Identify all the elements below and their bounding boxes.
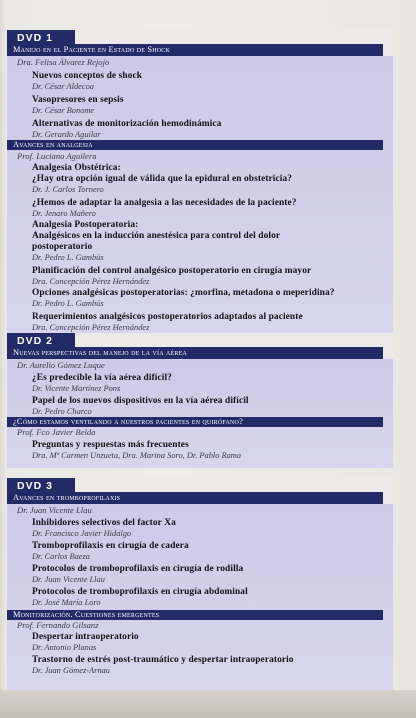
talk-item xyxy=(32,396,382,417)
talk-speaker: Dr. Carlos Baeza xyxy=(32,552,90,561)
section-title: Nuevas perspectivas del manejo de la vía aérea xyxy=(7,347,383,359)
talk-item xyxy=(32,95,382,116)
talk-title: Requerimientos analgésicos postoperatorios adaptados al paciente xyxy=(32,312,303,322)
talk-item xyxy=(32,220,382,263)
section-title: Manejo en el Paciente en Estado de Shock xyxy=(7,44,383,56)
dvd-1-label: DVD 1 xyxy=(7,30,75,46)
talk-item xyxy=(32,655,382,676)
talk-speaker: Dra. Concepción Pérez Hernández xyxy=(32,323,150,332)
talk-title: Preguntas y respuestas más frecuentes xyxy=(32,440,189,450)
talk-item xyxy=(32,163,382,195)
dvd-2-label: DVD 2 xyxy=(7,333,75,349)
talk-item xyxy=(32,541,382,562)
talk-speaker: Dra. Concepción Pérez Hernández xyxy=(32,277,150,286)
talk-title: Opciones analgésicas postoperatorias: ¿morfina, metadona o meperidina? xyxy=(32,288,335,298)
talk-item xyxy=(32,198,382,219)
section-coordinator: Dra. Felisa Álvarez Rejojo xyxy=(17,57,110,67)
talk-title: Planificación del control analgésico postoperatorio en cirugía mayor xyxy=(32,266,312,276)
talk-item xyxy=(32,119,382,140)
talk-title: Vasopresores en sepsis xyxy=(32,95,124,105)
talk-title: Trastorno de estrés post-traumático y despertar intraoperatorio xyxy=(32,655,294,665)
talk-title: Alternativas de monitorización hemodinámica xyxy=(32,119,222,129)
talk-speaker: Dr. Juan Gómez-Arnau xyxy=(32,666,110,675)
dvd-2-block xyxy=(7,333,393,468)
section-coordinator: Prof. Fernando Gilsanz xyxy=(17,620,99,630)
talk-title: Despertar intraoperatorio xyxy=(32,632,139,642)
talk-item xyxy=(32,564,382,585)
talk-speaker: Dr. Vicente Martínez Pons xyxy=(32,384,121,393)
talk-speaker: Dr. Francisco Javier Hidalgo xyxy=(32,529,132,538)
talk-speaker: Dr. J. Carlos Tornero xyxy=(32,185,104,194)
section-panel xyxy=(7,56,393,356)
talk-speaker: Dr. Gerardo Aguilar xyxy=(32,130,101,139)
talk-title: Analgesia Obstétrica: xyxy=(32,163,121,173)
talk-speaker: Dra. Mª Carmen Unzueta, Dra. Marina Soro, Dr. Pablo Rama xyxy=(32,451,242,460)
talk-item xyxy=(32,373,382,394)
talk-item xyxy=(32,71,382,92)
section-title: Avances en tromboprofilaxis xyxy=(7,492,383,504)
section-title: ¿Cómo estamos ventilando a nuestros pacientes en quirófano? xyxy=(7,417,383,427)
surface-edge xyxy=(0,690,416,718)
talk-speaker: Dr. Pedro Charco xyxy=(32,407,92,416)
section-coordinator: Dr. Juan Vicente Llau xyxy=(17,505,92,515)
dvd-3-block xyxy=(7,478,393,690)
talk-speaker: Dr. Antonio Planas xyxy=(32,643,97,652)
talk-title: ¿Es predecible la vía aérea difícil? xyxy=(32,373,172,383)
talk-speaker: Dr. Juan Vicente Llau xyxy=(32,575,105,584)
section-title: Avances en analgesia xyxy=(7,140,383,150)
section-panel xyxy=(7,359,393,468)
talk-title: Inhibidores selectivos del factor Xa xyxy=(32,518,176,528)
talk-title: Protocolos de tromboprofilaxis en cirugía de rodilla xyxy=(32,564,244,574)
talk-item xyxy=(32,518,382,539)
talk-title: Analgesia Postoperatoria: xyxy=(32,220,139,230)
talk-title: ¿Hemos de adaptar la analgesia a las necesidades de la paciente? xyxy=(32,198,297,208)
section-coordinator: Prof. Fco Javier Belda xyxy=(17,427,96,437)
talk-speaker: Dr. Jenaro Mañero xyxy=(32,209,96,218)
talk-item xyxy=(32,587,382,608)
talk-item xyxy=(32,288,382,309)
talk-item xyxy=(32,312,382,333)
talk-speaker: Dr. Pedro L. Gambús xyxy=(32,299,104,308)
dvd-1-block xyxy=(7,30,393,330)
talk-item xyxy=(32,266,382,287)
talk-speaker: Dr. César Bonome xyxy=(32,106,95,115)
talk-title: Nuevos conceptos de shock xyxy=(32,71,143,81)
section-coordinator: Dr. Aurelio Gómez Luque xyxy=(17,360,105,370)
talk-speaker: Dr. César Aldecoa xyxy=(32,82,94,91)
talk-item xyxy=(32,632,382,653)
talk-subtitle: ¿Hay otra opción igual de válida que la epidural en obstetricia? xyxy=(32,174,293,184)
section-coordinator: Prof. Luciano Aguilera xyxy=(17,151,97,161)
talk-subtitle: Analgésicos en la inducción anestésica para control del dolor postoperatorio xyxy=(32,231,280,252)
talk-speaker: Dr. Pedro L. Gambús xyxy=(32,253,104,262)
talk-title: Protocolos de tromboprofilaxis en cirugía abdominal xyxy=(32,587,248,597)
talk-item xyxy=(32,440,382,461)
talk-title: Papel de los nuevos dispositivos en la vía aérea difícil xyxy=(32,396,249,406)
section-title: Monitorización. Cuestiones emergentes xyxy=(7,610,383,620)
section-panel xyxy=(7,504,393,690)
talk-speaker: Dr. José María Loro xyxy=(32,598,101,607)
dvd-3-label: DVD 3 xyxy=(7,478,75,494)
talk-title: Tromboprofilaxis en cirugía de cadera xyxy=(32,541,189,551)
